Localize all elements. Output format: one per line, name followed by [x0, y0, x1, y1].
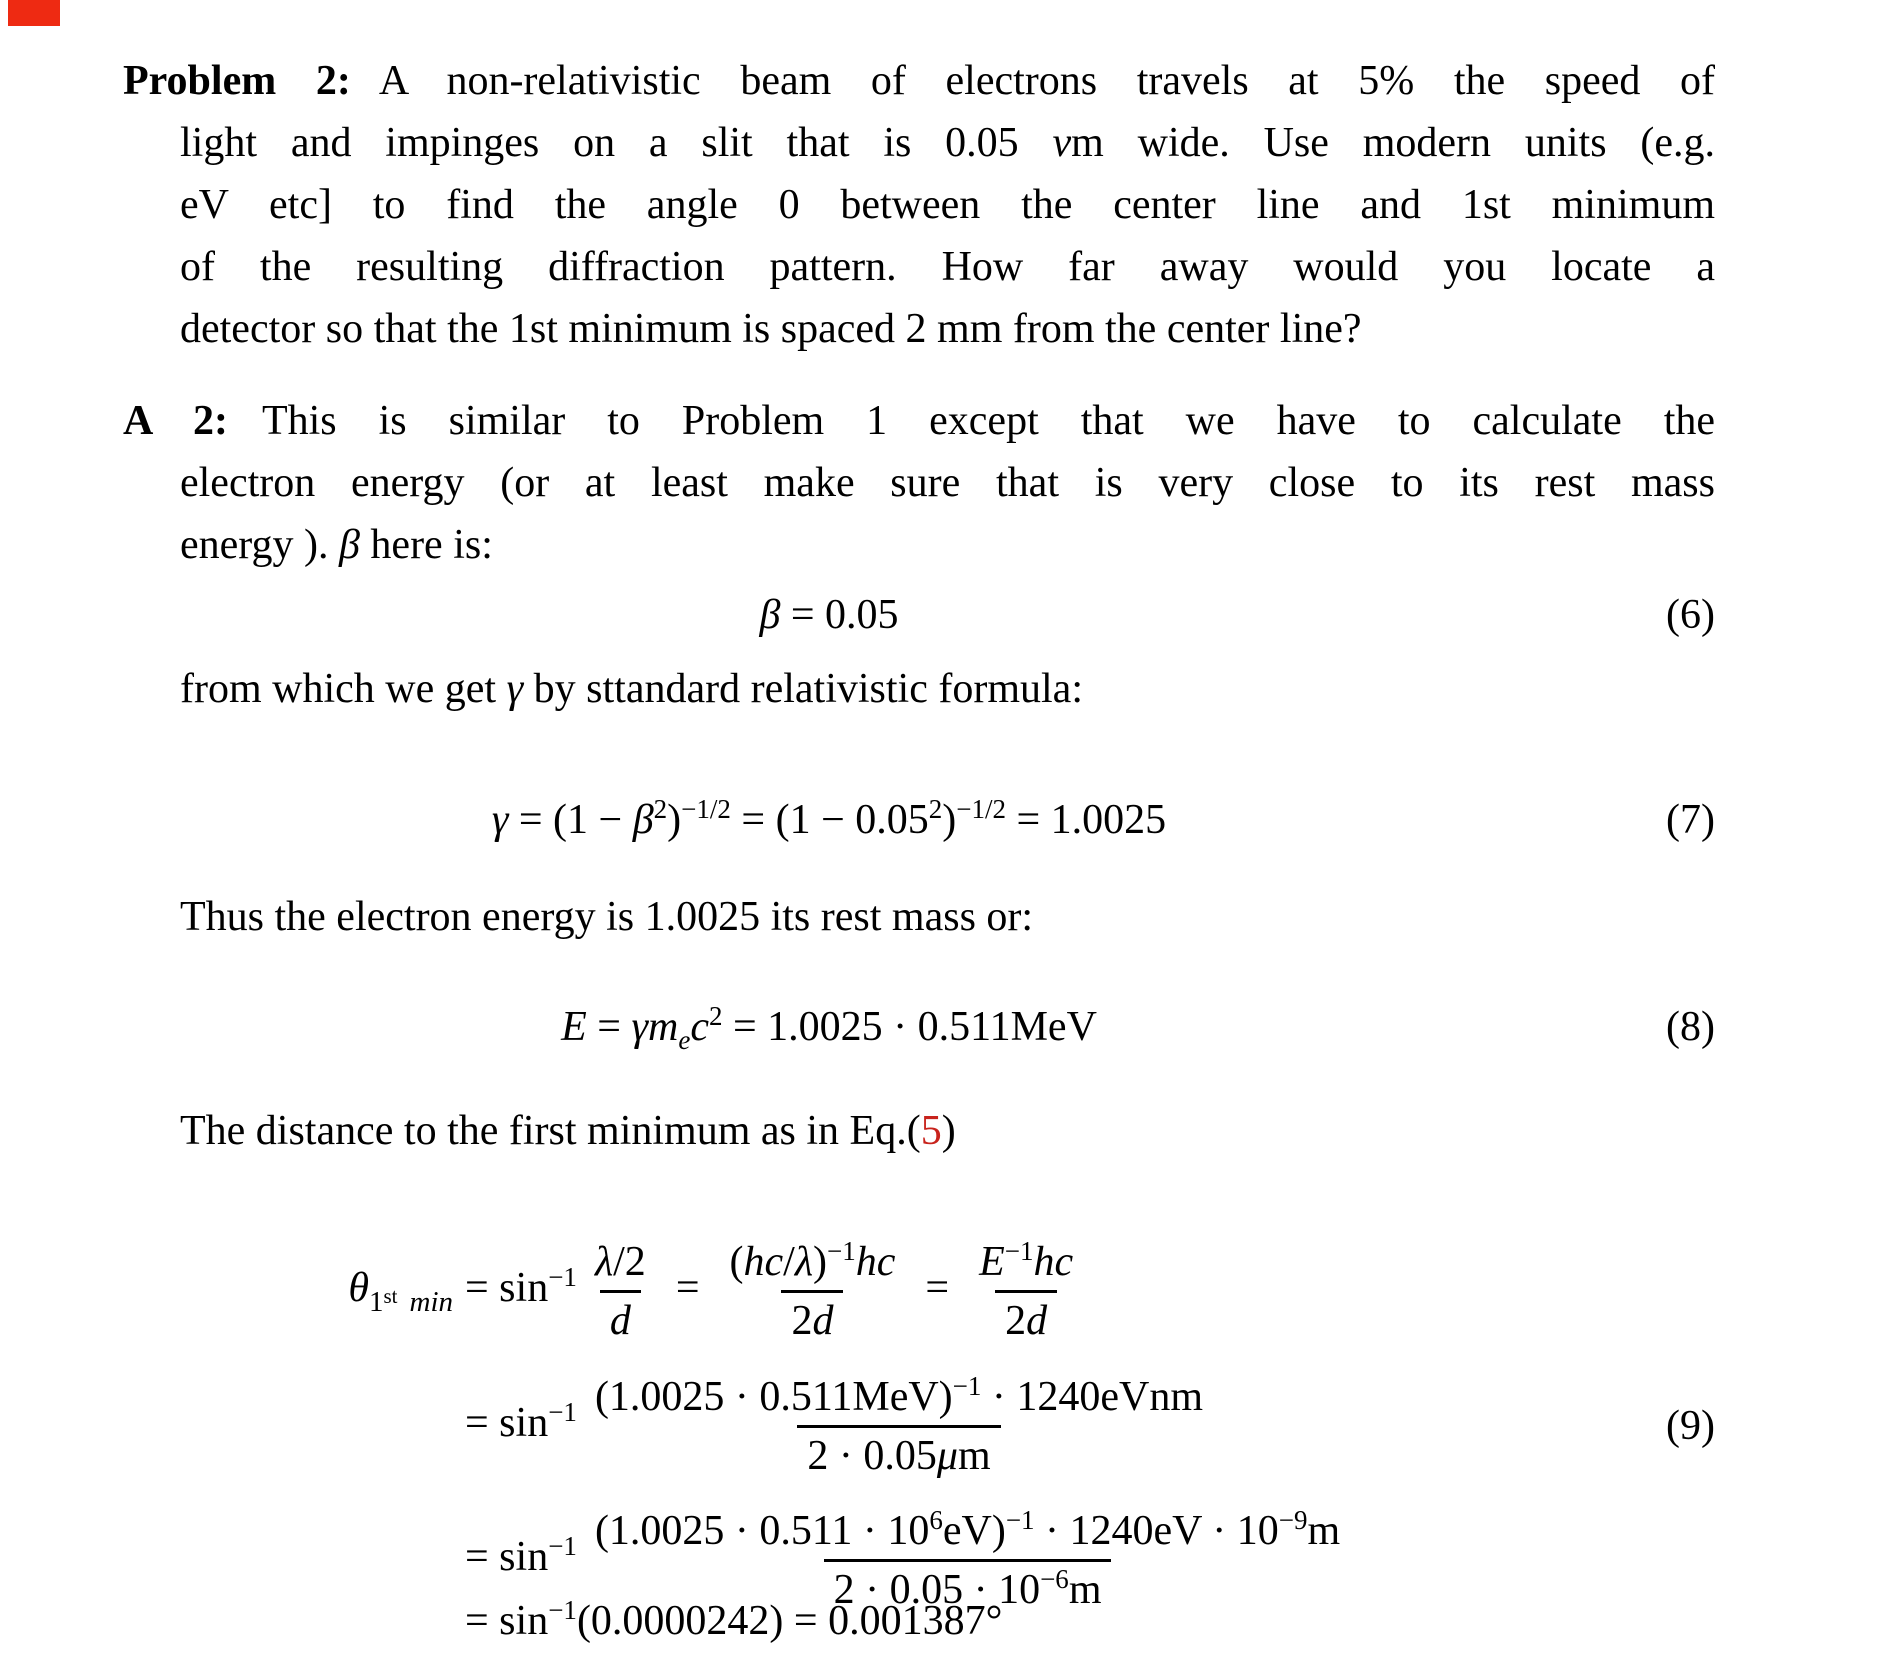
fraction-numerator: [585, 1369, 1213, 1425]
math-text: eV): [942, 1508, 1006, 1554]
math-text: m: [1307, 1508, 1341, 1554]
problem-statement: [123, 50, 1715, 360]
math-equals: =: [925, 1265, 950, 1312]
math-theta: θ: [348, 1265, 369, 1312]
equation-7: [123, 789, 1715, 851]
math-E: E: [979, 1239, 1005, 1285]
math-text: = (1 − 0.05: [730, 797, 929, 843]
equation-9-line-2: [123, 1369, 1715, 1484]
math-lhs: [123, 1257, 453, 1319]
problem-label: Problem 2:: [123, 58, 351, 104]
math-sup: 2: [928, 794, 943, 824]
math-text: ): [813, 1239, 828, 1285]
fraction-denominator: [781, 1290, 843, 1349]
math-sup: 2: [653, 794, 668, 824]
math-sub-group: [369, 1286, 453, 1318]
math-text: 2: [1005, 1298, 1027, 1344]
fraction: [969, 1234, 1083, 1349]
math-text: = (1 −: [508, 797, 633, 843]
math-gamma: γ: [491, 797, 509, 843]
equation-number: (7): [1666, 797, 1715, 843]
math-text: (1.0025 · 0.511MeV): [594, 1374, 953, 1420]
math-sup: −1: [548, 1262, 577, 1293]
text-run: A non-relativistic beam of electrons travels at 5% the speed of: [378, 58, 1715, 104]
fraction: [720, 1234, 906, 1349]
fraction-numerator: [585, 1234, 656, 1290]
equation-9: [123, 1190, 1715, 1655]
text-run: m wide. Use modern units (e.g.: [1071, 120, 1715, 166]
paragraph: [123, 658, 1772, 720]
math-beta: β: [339, 522, 360, 568]
text-line: [123, 390, 1715, 452]
math-sup: −1: [827, 1236, 856, 1266]
math-equals: =: [675, 1265, 700, 1312]
math-text: · 1240eV · 10: [1034, 1508, 1279, 1554]
equation-6: [123, 584, 1715, 646]
math-c: c: [690, 1004, 709, 1050]
math-mu: μ: [936, 1433, 958, 1479]
answer-paragraph: [123, 390, 1715, 576]
math-text: = sin: [465, 1534, 549, 1581]
math-text: (: [729, 1239, 744, 1285]
text-run: from which we get: [180, 666, 507, 712]
text-run: This is similar to Problem 1 except that we have to calculate the: [261, 398, 1716, 444]
answer-label: A 2:: [123, 398, 228, 444]
equation-number: (6): [1666, 592, 1715, 638]
text-run: energy ).: [180, 522, 339, 568]
text-line: [123, 50, 1715, 112]
fraction-denominator: d: [600, 1290, 641, 1349]
math-sup: −1: [1005, 1505, 1035, 1535]
math-hc: hc: [855, 1239, 896, 1285]
math-gamma: γ: [506, 666, 524, 712]
math-sup: −6: [1040, 1564, 1069, 1594]
math-d: d: [1026, 1298, 1048, 1344]
math-text: = 1.0025 · 0.511MeV: [722, 1004, 1097, 1050]
equation-reference-link[interactable]: 5: [920, 1108, 942, 1154]
math-text: (1.0025 · 0.511 · 10: [594, 1508, 930, 1554]
equation-9-line-1: [123, 1234, 1715, 1349]
equation-8-body: [561, 996, 1097, 1058]
math-beta: β: [759, 592, 781, 638]
fraction: [585, 1369, 1213, 1484]
math-gamma-m: γm: [631, 1004, 679, 1050]
equation-number: (8): [1666, 1004, 1715, 1050]
text-run: ): [941, 1108, 956, 1154]
fraction-numerator: [720, 1234, 906, 1290]
math-text: · 1240eVnm: [981, 1374, 1204, 1420]
math-nu: ν: [1052, 120, 1072, 166]
math-sup: −1/2: [681, 794, 731, 824]
math-text: ): [942, 797, 957, 843]
paragraph: Thus the electron energy is 1.0025 its rest mass or:: [180, 894, 1034, 940]
equation-8: [123, 996, 1715, 1058]
math-text: 2 · 0.05 · 10: [833, 1567, 1041, 1613]
text-line: electron energy (or at least make sure that is very close to its rest mass: [180, 460, 1715, 506]
math-text: = 0.05: [780, 592, 899, 638]
math-text: =: [586, 1004, 632, 1050]
math-text: 2: [791, 1298, 813, 1344]
math-text: /: [783, 1239, 795, 1285]
text-line: [123, 112, 1715, 174]
math-text: = sin: [465, 1400, 549, 1447]
text-run: The distance to the first minimum as in Eq.(: [180, 1108, 921, 1154]
math-beta: β: [632, 797, 654, 843]
math-sub: e: [678, 1025, 691, 1055]
fraction-numerator: [969, 1234, 1083, 1290]
fraction: [585, 1234, 656, 1349]
math-sup: 2: [708, 1001, 723, 1031]
math-sup: −1: [548, 1531, 577, 1562]
math-lambda: λ: [794, 1239, 814, 1285]
text-line: eV etc] to find the angle 0 between the center line and 1st minimum: [180, 182, 1715, 228]
fraction-denominator: [995, 1290, 1057, 1349]
math-sup: −1: [1004, 1236, 1034, 1266]
math-sup: −1: [548, 1397, 577, 1428]
text-line: of the resulting diffraction pattern. How far away would you locate a: [180, 244, 1715, 290]
math-text: = sin: [465, 1265, 549, 1312]
math-hc: hc: [743, 1239, 784, 1285]
math-text: ): [667, 797, 682, 843]
math-lambda: λ: [594, 1239, 614, 1285]
math-sub-min: min: [409, 1286, 453, 1319]
math-hc: hc: [1033, 1239, 1074, 1285]
equation-9-line-4: [123, 1590, 1715, 1652]
nav-link-marker[interactable]: [8, 0, 60, 26]
math-text: m: [1068, 1567, 1102, 1613]
equation-6-body: [759, 584, 898, 646]
math-sup: −9: [1278, 1505, 1308, 1535]
math-text: (0.0000242) = 0.001387°: [576, 1598, 1003, 1644]
fraction-denominator: [797, 1425, 1000, 1484]
math-d: d: [812, 1298, 834, 1344]
text-run: by sttandard relativistic formula:: [523, 666, 1083, 712]
math-text: /2: [613, 1239, 646, 1285]
equation-number: (9): [1666, 1403, 1715, 1449]
math-sup: 6: [929, 1505, 943, 1535]
text-run: light and impinges on a slit that is 0.05: [180, 120, 1053, 166]
math-E: E: [561, 1004, 587, 1050]
text-line: [123, 514, 1715, 576]
text-line: detector so that the 1st minimum is spaced 2 mm from the center line?: [180, 306, 1362, 352]
fraction-numerator: [585, 1503, 1350, 1559]
text-run: here is:: [359, 522, 493, 568]
math-sub-sup: st: [383, 1284, 398, 1309]
paragraph: [123, 1100, 1772, 1162]
math-text: = 1.0025: [1005, 797, 1167, 843]
math-text: m: [957, 1433, 991, 1479]
math-text: = sin: [465, 1598, 549, 1644]
math-sup: −1: [548, 1595, 577, 1625]
math-sup: −1/2: [956, 794, 1006, 824]
math-text: 2 · 0.05: [807, 1433, 937, 1479]
equation-7-body: [492, 789, 1166, 851]
math-sup: −1: [952, 1371, 982, 1401]
math-sub: 1: [368, 1286, 384, 1319]
